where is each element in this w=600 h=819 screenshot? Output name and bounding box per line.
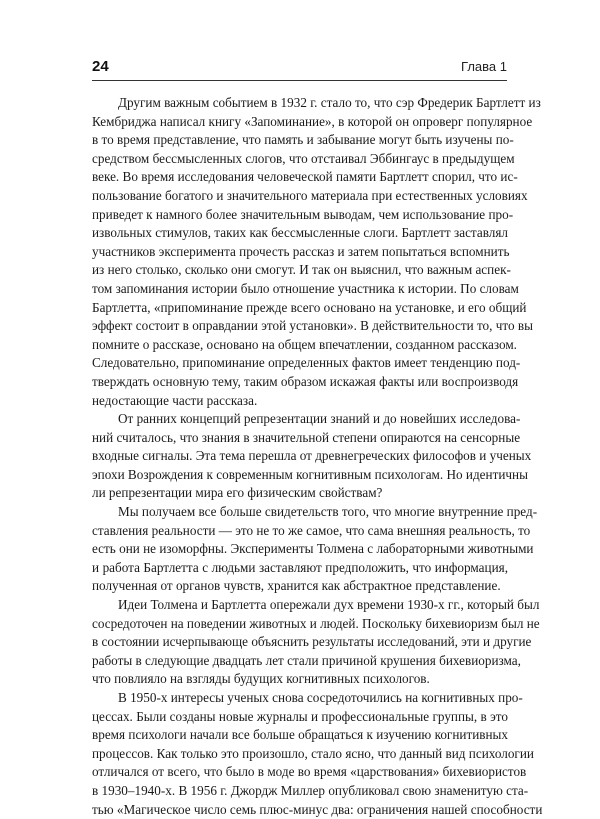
body-text [92, 94, 543, 819]
text-line: веке. Во время исследования человеческой памяти Бартлетт спорил, что ис- [92, 169, 518, 185]
text-line: работы в следующие двадцать лет стали причиной крушения бихевиоризма, [92, 652, 521, 668]
text-line: сосредоточен на поведении животных и людей. Поскольку бихевиоризм был не [92, 615, 540, 631]
text-line: в 1930–1940-х. В 1956 г. Джордж Миллер опубликовал свою знаменитую ста- [92, 782, 529, 798]
text-line: Бартлетта, «припоминание прежде всего основано на установке, и его общий [92, 299, 527, 315]
text-line: В 1950-х интересы ученых снова сосредоточились на когнитивных про- [118, 690, 523, 705]
text-line: отличался от всего, что было в моде во время «царствования» бихевиористов [92, 764, 527, 780]
text-line: Кембриджа написал книгу «Запоминание», в которой он опроверг популярное [92, 113, 533, 129]
text-line: помните о рассказе, основано на общем впечатлении, созданном рассказом. [92, 336, 517, 352]
text-line: входные сигналы. Эта тема перешла от древнегреческих философов и ученых [92, 448, 532, 464]
paragraph [92, 596, 540, 689]
text-line: цессах. Были созданы новые журналы и профессиональные группы, в это [92, 708, 508, 724]
text-line: процессов. Как только это произошло, стало ясно, что данный вид психологии [92, 745, 534, 761]
text-line: недостающие части рассказа. [92, 392, 258, 408]
text-line: в то время представление, что память и забывание могут быть изучены по- [92, 132, 514, 148]
text-line: тью «Магическое число семь плюс-минус два: ограничения нашей способности [92, 801, 543, 817]
text-line: тверждать основную тему, таким образом искажая факты или воспроизводя [92, 373, 519, 389]
text-line: ли репрезентации мира его физическим свойствам? [92, 485, 383, 501]
text-line: извольных стимулов, таких как бессмысленные слоги. Бартлетт заставлял [92, 225, 508, 241]
text-line: Другим важным событием в 1932 г. стало то, что сэр Фредерик Бартлетт из [118, 95, 541, 110]
text-line: и работа Бартлетта с людьми заставляют предположить, что информация, [92, 559, 508, 575]
running-head [92, 58, 507, 80]
text-line: пользование богатого и значительного материала при естественных условиях [92, 187, 528, 203]
text-line: ний считалось, что знания в значительной степени опираются на сенсорные [92, 429, 521, 445]
text-line: Идеи Толмена и Бартлетта опережали дух времени 1930-х гг., который был [118, 597, 540, 613]
text-line: Мы получаем все больше свидетельств того, что многие внутренние пред- [118, 504, 538, 520]
text-line: эффект состоит в оправдании этой установки». В действительности то, что вы [92, 318, 533, 334]
text-line: Следовательно, припоминание определенных фактов имеет тенденцию под- [92, 355, 521, 371]
text-line: приведет к намного более значительным выводам, чем использование про- [92, 206, 514, 222]
text-line: От ранних концепций репрезентации знаний и до новейших исследова- [118, 411, 521, 427]
text-line: в состоянии исчерпывающе объяснить результаты исследований, эти и другие [92, 634, 532, 650]
header-divider [92, 80, 507, 81]
text-line: ставления реальности — это не то же самое, что сама внешняя реальность, то [92, 522, 531, 538]
text-line: эпохи Возрождения к современным когнитивным психологам. Но идентичны [92, 466, 528, 482]
text-line: средством бессмысленных слогов, что отстаивал Эббингаус в предыдущем [92, 150, 515, 166]
text-line: полученная от органов чувств, хранится как абстрактное представление. [92, 578, 501, 594]
text-line: из него столько, сколько они смогут. И так он выяснил, что важным аспек- [92, 262, 511, 278]
text-line: есть они не изоморфны. Эксперименты Толмена с лабораторными животными [92, 541, 534, 557]
chapter-label: Глава 1 [461, 59, 507, 74]
text-line: том запоминания истории было отношение участника к истории. По словам [92, 280, 519, 296]
text-line: участников эксперимента прочесть рассказ и затем попытаться вспомнить [92, 243, 510, 259]
paragraph [92, 410, 532, 503]
paragraph [92, 94, 541, 410]
text-line: время психологи начали все больше обращаться к изучению когнитивных [92, 727, 508, 743]
paragraph [92, 689, 543, 819]
paragraph [92, 503, 538, 596]
page-number: 24 [92, 58, 109, 75]
text-line: что повлияло на взгляды будущих когнитивных психологов. [92, 671, 430, 687]
